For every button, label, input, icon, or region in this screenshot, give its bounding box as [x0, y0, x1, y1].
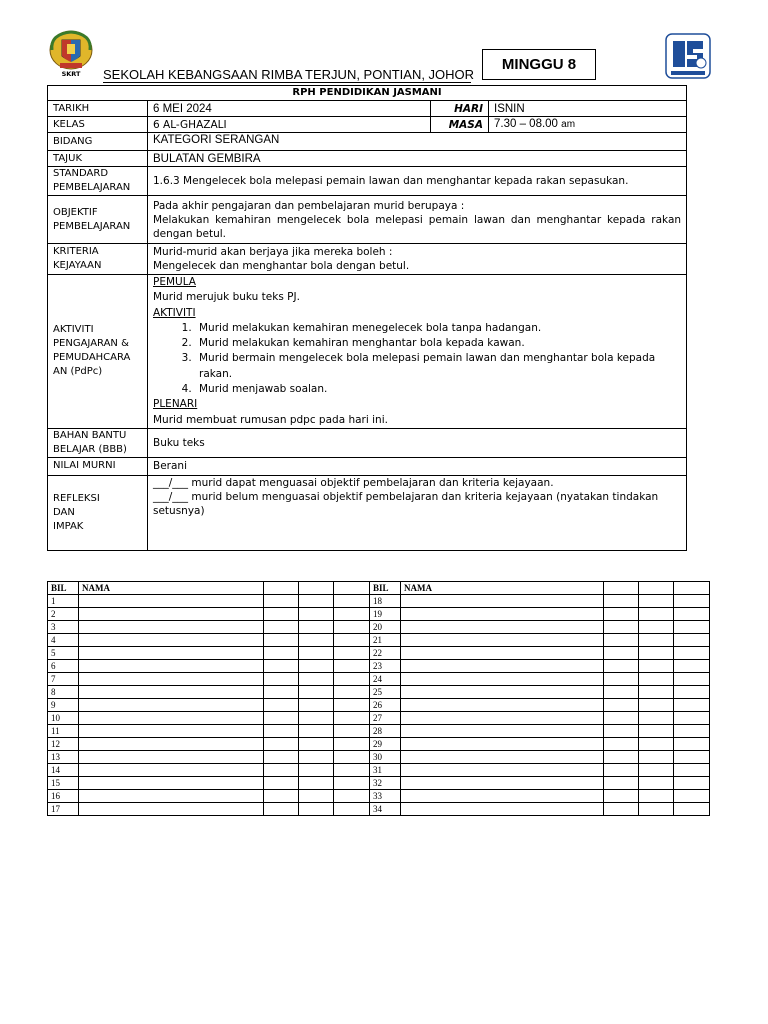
refleksi-value: ___/___ murid dapat menguasai objektif pembelajaran dan kriteria kejayaan. ___/___ murid belum menguasai objektif pembelajaran dan kriteria kejayaan (nyatakan tindakan setusnya)	[148, 475, 687, 550]
school-crest-logo	[46, 28, 96, 78]
blank-cell	[299, 647, 334, 660]
nama-cell	[79, 764, 264, 777]
bil-cell: 14	[48, 764, 79, 777]
list-item: 4. Murid menjawab soalan.	[195, 382, 681, 397]
table-row	[48, 725, 370, 738]
tarikh-label: TARIKH	[48, 101, 148, 117]
blank-cell	[639, 595, 674, 608]
blank-header	[264, 582, 299, 595]
blank-cell	[299, 608, 334, 621]
blank-cell	[604, 751, 639, 764]
blank-cell	[334, 595, 370, 608]
table-row	[48, 660, 370, 673]
blank-cell	[604, 699, 639, 712]
school-name-underline	[103, 82, 471, 83]
nama-cell	[401, 803, 604, 816]
nama-cell	[401, 621, 604, 634]
blank-cell	[334, 790, 370, 803]
blank-cell	[334, 699, 370, 712]
table-row	[370, 634, 710, 647]
aktiviti-heading: AKTIVITI	[153, 306, 196, 319]
blank-cell	[299, 712, 334, 725]
objektif-value: Pada akhir pengajaran dan pembelajaran murid berupaya : Melakukan kemahiran mengelecek bola melepasi pemain lawan dan menghantar kepada rakan dengan betul.	[148, 196, 687, 244]
table-row	[370, 803, 710, 816]
table-row	[370, 790, 710, 803]
blank-cell	[674, 764, 710, 777]
blank-cell	[674, 725, 710, 738]
nama-cell	[401, 712, 604, 725]
blank-cell	[604, 686, 639, 699]
blank-cell	[639, 751, 674, 764]
blank-cell	[604, 725, 639, 738]
blank-cell	[639, 634, 674, 647]
table-row	[370, 764, 710, 777]
blank-cell	[334, 764, 370, 777]
blank-cell	[334, 777, 370, 790]
blank-cell	[674, 634, 710, 647]
standard-label: STANDARD PEMBELAJARAN	[48, 167, 148, 196]
table-row	[48, 751, 370, 764]
table-row	[48, 686, 370, 699]
blank-cell	[264, 634, 299, 647]
nilai-value: Berani	[148, 457, 687, 475]
aktiviti-value	[148, 275, 687, 429]
blank-cell	[334, 621, 370, 634]
nama-cell	[79, 725, 264, 738]
bil-cell: 20	[370, 621, 401, 634]
nama-cell	[401, 751, 604, 764]
blank-cell	[639, 608, 674, 621]
bil-cell: 3	[48, 621, 79, 634]
blank-cell	[674, 673, 710, 686]
nama-cell	[401, 777, 604, 790]
blank-cell	[639, 686, 674, 699]
nama-cell	[79, 777, 264, 790]
blank-cell	[299, 777, 334, 790]
table-row	[370, 608, 710, 621]
rph-table	[47, 85, 687, 551]
blank-cell	[299, 595, 334, 608]
nama-cell	[79, 673, 264, 686]
blank-cell	[299, 673, 334, 686]
blank-cell	[604, 660, 639, 673]
blank-cell	[299, 660, 334, 673]
aktiviti-list	[153, 321, 681, 397]
blank-cell	[264, 673, 299, 686]
blank-cell	[334, 608, 370, 621]
table-row	[48, 738, 370, 751]
table-row	[48, 712, 370, 725]
blank-cell	[639, 712, 674, 725]
kriteria-label: KRITERIA KEJAYAAN	[48, 244, 148, 275]
blank-cell	[334, 660, 370, 673]
nama-header: NAMA	[79, 582, 264, 595]
masa-label: MASA	[431, 117, 489, 133]
blank-cell	[604, 790, 639, 803]
bil-cell: 12	[48, 738, 79, 751]
blank-cell	[299, 686, 334, 699]
blank-cell	[604, 738, 639, 751]
blank-cell	[299, 751, 334, 764]
tajuk-label: TAJUK	[48, 151, 148, 167]
blank-cell	[264, 647, 299, 660]
bil-cell: 16	[48, 790, 79, 803]
bil-cell: 8	[48, 686, 79, 699]
blank-cell	[299, 634, 334, 647]
bil-cell: 1	[48, 595, 79, 608]
tajuk-value: BULATAN GEMBIRA	[148, 151, 687, 167]
bil-cell: 21	[370, 634, 401, 647]
blank-cell	[264, 595, 299, 608]
blank-cell	[264, 751, 299, 764]
nama-header: NAMA	[401, 582, 604, 595]
bil-cell: 19	[370, 608, 401, 621]
blank-cell	[334, 634, 370, 647]
table-row	[48, 803, 370, 816]
blank-cell	[334, 712, 370, 725]
table-row	[370, 621, 710, 634]
blank-cell	[674, 751, 710, 764]
bil-cell: 23	[370, 660, 401, 673]
standard-value: 1.6.3 Mengelecek bola melepasi pemain lawan dan menghantar kepada rakan sepasukan.	[148, 167, 687, 196]
bil-cell: 32	[370, 777, 401, 790]
bil-cell: 9	[48, 699, 79, 712]
bil-cell: 26	[370, 699, 401, 712]
table-row	[48, 764, 370, 777]
school-name: SEKOLAH KEBANGSAAN RIMBA TERJUN, PONTIAN, JOHOR	[103, 67, 475, 82]
nama-cell	[79, 634, 264, 647]
plenari-text: Murid membuat rumusan pdpc pada hari ini.	[153, 413, 388, 426]
tarikh-value: 6 MEI 2024	[148, 101, 431, 117]
bil-cell: 34	[370, 803, 401, 816]
nama-cell	[401, 673, 604, 686]
blank-cell	[264, 764, 299, 777]
bil-cell: 6	[48, 660, 79, 673]
bbb-value: Buku teks	[148, 428, 687, 457]
blank-cell	[639, 699, 674, 712]
blank-cell	[264, 660, 299, 673]
bbb-label: BAHAN BANTU BELAJAR (BBB)	[48, 428, 148, 457]
table-row	[370, 738, 710, 751]
blank-cell	[674, 660, 710, 673]
nama-cell	[79, 803, 264, 816]
blank-cell	[299, 725, 334, 738]
blank-header	[334, 582, 370, 595]
refleksi-label: REFLEKSI DAN IMPAK	[48, 475, 148, 550]
nama-cell	[79, 751, 264, 764]
kelas-value: 6 AL-GHAZALI	[148, 117, 431, 133]
bidang-value: KATEGORI SERANGAN	[148, 133, 687, 151]
table-row	[370, 725, 710, 738]
table-row	[48, 634, 370, 647]
bil-header: BIL	[48, 582, 79, 595]
blank-cell	[264, 686, 299, 699]
bil-cell: 15	[48, 777, 79, 790]
blank-header	[299, 582, 334, 595]
table-row	[48, 621, 370, 634]
blank-cell	[604, 608, 639, 621]
blank-cell	[639, 647, 674, 660]
blank-cell	[639, 725, 674, 738]
table-row	[370, 751, 710, 764]
blank-cell	[264, 790, 299, 803]
table-row	[48, 777, 370, 790]
bil-cell: 18	[370, 595, 401, 608]
blank-cell	[639, 764, 674, 777]
blank-cell	[674, 699, 710, 712]
blank-cell	[674, 595, 710, 608]
attendance-table-left	[47, 581, 370, 816]
blank-cell	[604, 712, 639, 725]
blank-cell	[264, 803, 299, 816]
blank-cell	[639, 621, 674, 634]
bil-cell: 31	[370, 764, 401, 777]
blank-cell	[604, 647, 639, 660]
kriteria-value: Murid-murid akan berjaya jika mereka boleh : Mengelecek dan menghantar bola dengan betul.	[148, 244, 687, 275]
blank-cell	[639, 673, 674, 686]
table-row	[370, 647, 710, 660]
objektif-label: OBJEKTIF PEMBELAJARAN	[48, 196, 148, 244]
list-item: 3. Murid bermain mengelecek bola melepasi pemain lawan dan menghantar bola kepada rakan.	[195, 351, 681, 382]
bil-cell: 25	[370, 686, 401, 699]
masa-value: 7.30 – 08.00 am	[489, 117, 687, 133]
blank-cell	[299, 699, 334, 712]
nama-cell	[401, 725, 604, 738]
bil-cell: 13	[48, 751, 79, 764]
blank-cell	[334, 725, 370, 738]
blank-cell	[334, 686, 370, 699]
blank-cell	[639, 803, 674, 816]
ministry-logo	[665, 33, 711, 79]
hari-value: ISNIN	[489, 101, 687, 117]
blank-cell	[264, 777, 299, 790]
blank-cell	[674, 738, 710, 751]
blank-cell	[334, 673, 370, 686]
bil-cell: 7	[48, 673, 79, 686]
svg-text:SKRT: SKRT	[61, 70, 81, 78]
aktiviti-label: AKTIVITI PENGAJARAN & PEMUDAHCARA AN (PdPc)	[48, 275, 148, 429]
blank-cell	[264, 621, 299, 634]
hari-label: HARI	[431, 101, 489, 117]
blank-cell	[264, 725, 299, 738]
bil-cell: 28	[370, 725, 401, 738]
table-row	[48, 647, 370, 660]
blank-cell	[299, 764, 334, 777]
table-row	[370, 712, 710, 725]
nama-cell	[79, 595, 264, 608]
blank-cell	[639, 777, 674, 790]
blank-cell	[299, 790, 334, 803]
blank-cell	[674, 621, 710, 634]
nama-cell	[79, 686, 264, 699]
blank-cell	[299, 738, 334, 751]
list-item: 1. Murid melakukan kemahiran menegelecek bola tanpa hadangan.	[195, 321, 681, 336]
blank-cell	[264, 699, 299, 712]
blank-cell	[674, 790, 710, 803]
bil-cell: 2	[48, 608, 79, 621]
blank-cell	[604, 803, 639, 816]
bil-header: BIL	[370, 582, 401, 595]
blank-cell	[604, 777, 639, 790]
blank-cell	[639, 738, 674, 751]
table-row	[370, 686, 710, 699]
bil-cell: 17	[48, 803, 79, 816]
nilai-label: NILAI MURNI	[48, 457, 148, 475]
blank-cell	[674, 803, 710, 816]
blank-cell	[334, 738, 370, 751]
nama-cell	[79, 738, 264, 751]
blank-header	[639, 582, 674, 595]
nama-cell	[401, 686, 604, 699]
nama-cell	[401, 647, 604, 660]
blank-cell	[639, 660, 674, 673]
table-row	[48, 673, 370, 686]
rph-title: RPH PENDIDIKAN JASMANI	[48, 86, 687, 101]
nama-cell	[401, 634, 604, 647]
blank-cell	[604, 673, 639, 686]
table-row	[370, 673, 710, 686]
blank-cell	[604, 595, 639, 608]
week-box: MINGGU 8	[482, 49, 596, 80]
bil-cell: 5	[48, 647, 79, 660]
bil-cell: 11	[48, 725, 79, 738]
blank-cell	[334, 751, 370, 764]
nama-cell	[401, 790, 604, 803]
blank-cell	[674, 608, 710, 621]
blank-cell	[674, 712, 710, 725]
bil-cell: 30	[370, 751, 401, 764]
nama-cell	[401, 738, 604, 751]
table-row	[48, 699, 370, 712]
table-row	[370, 660, 710, 673]
bidang-label: BIDANG	[48, 133, 148, 151]
pemula-text: Murid merujuk buku teks PJ.	[153, 291, 300, 304]
blank-header	[674, 582, 710, 595]
blank-cell	[639, 790, 674, 803]
blank-cell	[674, 647, 710, 660]
table-row	[370, 777, 710, 790]
nama-cell	[401, 764, 604, 777]
bil-cell: 33	[370, 790, 401, 803]
list-item: 2. Murid melakukan kemahiran menghantar bola kepada kawan.	[195, 336, 681, 351]
bil-cell: 10	[48, 712, 79, 725]
table-row	[48, 595, 370, 608]
blank-cell	[604, 621, 639, 634]
blank-cell	[674, 686, 710, 699]
blank-cell	[604, 634, 639, 647]
nama-cell	[79, 608, 264, 621]
table-row	[370, 699, 710, 712]
blank-cell	[334, 803, 370, 816]
pemula-heading: PEMULA	[153, 276, 196, 288]
blank-cell	[334, 647, 370, 660]
blank-cell	[264, 712, 299, 725]
bil-cell: 27	[370, 712, 401, 725]
plenari-heading: PLENARI	[153, 398, 198, 411]
bil-cell: 24	[370, 673, 401, 686]
blank-cell	[264, 738, 299, 751]
blank-header	[604, 582, 639, 595]
table-row	[48, 790, 370, 803]
nama-cell	[79, 621, 264, 634]
table-row	[48, 608, 370, 621]
nama-cell	[401, 608, 604, 621]
nama-cell	[79, 790, 264, 803]
nama-cell	[79, 660, 264, 673]
blank-cell	[264, 608, 299, 621]
blank-cell	[674, 777, 710, 790]
attendance-table-right	[369, 581, 710, 816]
nama-cell	[79, 699, 264, 712]
bil-cell: 29	[370, 738, 401, 751]
blank-cell	[299, 803, 334, 816]
nama-cell	[79, 647, 264, 660]
blank-cell	[299, 621, 334, 634]
table-row	[370, 595, 710, 608]
bil-cell: 4	[48, 634, 79, 647]
nama-cell	[79, 712, 264, 725]
nama-cell	[401, 595, 604, 608]
nama-cell	[401, 660, 604, 673]
kelas-label: KELAS	[48, 117, 148, 133]
nama-cell	[401, 699, 604, 712]
bil-cell: 22	[370, 647, 401, 660]
blank-cell	[604, 764, 639, 777]
